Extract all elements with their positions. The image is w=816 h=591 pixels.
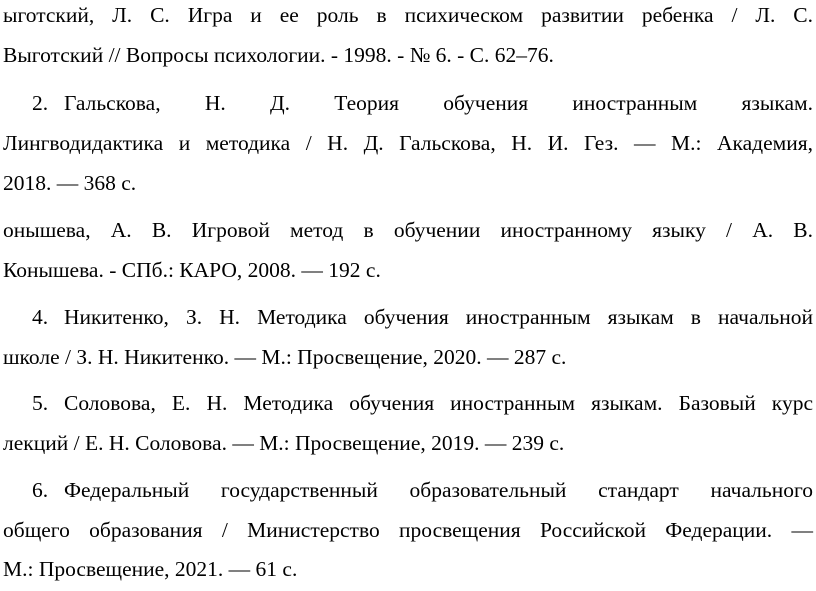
reference-6-line-3: М.: Просвещение, 2021. — 61 с. — [3, 557, 298, 581]
reference-2-line-3: 2018. — 368 с. — [3, 171, 137, 195]
reference-6-line-1 — [3, 476, 813, 504]
reference-1-line-1: ыготский, Л. С. Игра и ее роль в психическом развитии ребенка / Л. С. — [3, 3, 813, 27]
reference-3-line-1: онышева, А. В. Игровой метод в обучении иностранному языку / А. В. — [3, 218, 813, 242]
reference-2-number: 2. — [32, 91, 49, 115]
reference-2-text: Гальскова, Н. Д. Теория обучения иностранным языкам. — [64, 91, 813, 115]
reference-5-line-1 — [3, 389, 813, 417]
reference-3-line-2: Конышева. - СПб.: КАРО, 2008. — 192 с. — [3, 258, 381, 282]
reference-4-line-1 — [3, 303, 813, 331]
reference-1-line-2: Выготский // Вопросы психологии. - 1998. - № 6. - С. 62–76. — [3, 43, 554, 67]
reference-2-line-1 — [3, 89, 813, 117]
reference-4-number: 4. — [32, 305, 49, 329]
reference-5-number: 5. — [32, 391, 49, 415]
reference-6-line-2: общего образования / Министерство просвещения Российской Федерации. — — [3, 518, 813, 542]
reference-6-number: 6. — [32, 478, 49, 502]
reference-2-line-2: Лингводидактика и методика / Н. Д. Гальскова, Н. И. Гез. — М.: Академия, — [3, 131, 813, 155]
reference-5-text: Соловова, Е. Н. Методика обучения иностранным языкам. Базовый курс — [64, 391, 813, 415]
reference-4-line-2: школе / З. Н. Никитенко. — М.: Просвещение, 2020. — 287 с. — [3, 345, 567, 369]
reference-6-text: Федеральный государственный образовательный стандарт начального — [64, 478, 813, 502]
reference-4-text: Никитенко, З. Н. Методика обучения иностранным языкам в начальной — [64, 305, 813, 329]
reference-5-line-2: лекций / Е. Н. Соловова. — М.: Просвещение, 2019. — 239 с. — [3, 431, 565, 455]
